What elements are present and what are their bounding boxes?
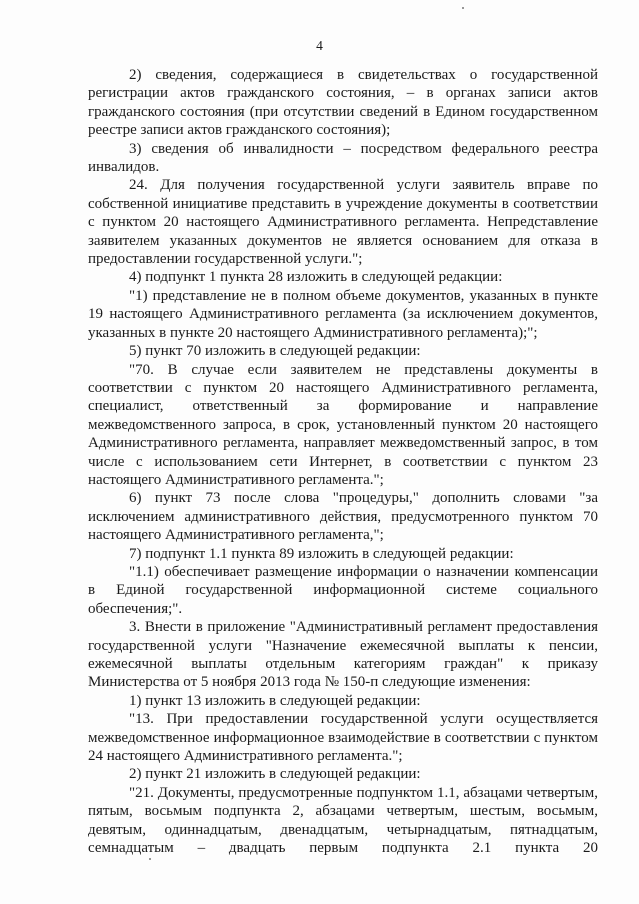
paragraph: 6) пункт 73 после слова "процедуры," дополнить словами "за исключением административного действия, предусмотренного пунктом 70 настоящего Административного регламента,"; [88,490,598,544]
paragraph: "1.1) обеспечивает размещение информации о назначении компенсации в Единой государственной информационной системе социального обеспечения;". [88,563,598,617]
paragraph: "70. В случае если заявителем не представлены документы в соответствии с пунктом 20 настоящего Административного регламента, специалист, ответственный за формирование и направление межведомственного запроса, в срок, установленный пунктом 20 настоящего Административного регламента, направляет межведомственный запрос, в том числе с использованием сети Интернет, в соответствии с пунктом 23 настоящего Административного регламента."; [88,361,598,488]
paragraph: 3) сведения об инвалидности – посредством федерального реестра инвалидов. [88,140,598,176]
document-body [88,66,598,857]
paragraph: "13. При предоставлении государственной услуги осуществляется межведомственное информационное взаимодействие в соответствии с пунктом 24 настоящего Административного регламента."; [88,711,598,765]
paragraph: 4) подпункт 1 пункта 28 изложить в следующей редакции: [129,269,503,286]
paragraph: 2) пункт 21 изложить в следующей редакции: [129,766,421,783]
paragraph: "21. Документы, предусмотренные подпунктом 1.1, абзацами четвертым, пятым, восьмым подпункта 2, абзацами четвертым, шестым, восьмым, девятым, одиннадцатым, двенадцатым, четырнадцатым, пятнадцатым, семнадцатым – двадцать первым подпункта 2.1 пункта 20 [88,784,598,857]
paragraph: 3. Внести в приложение "Административный регламент предоставления государственной услуги "Назначение ежемесячной выплаты к пенсии, ежемесячной выплаты отдельным категориям граждан" к приказу Министерства от 5 ноября 2013 года № 150-п следующие изменения: [88,619,598,691]
paragraph: "1) представление не в полном объеме документов, указанных в пункте 19 настоящего Административного регламента (за исключением документов, указанных в пункте 20 настоящего Административного регламента);"; [88,287,598,341]
paragraph: 5) пункт 70 изложить в следующей редакции: [129,343,421,360]
paragraph: 7) подпункт 1.1 пункта 89 изложить в следующей редакции: [129,545,514,562]
scan-speck [149,858,151,860]
paragraph: 2) сведения, содержащиеся в свидетельствах о государственной регистрации актов гражданского состояния, – в органах записи актов гражданского состояния (при отсутствии сведений в Едином государственном реестре записи актов гражданского состояния); [88,67,598,139]
page-number: 4 [316,38,323,53]
paragraph: 1) пункт 13 изложить в следующей редакции: [129,692,421,709]
scan-speck [462,7,464,9]
paragraph: 24. Для получения государственной услуги заявитель вправе по собственной инициативе представить в учреждение документы в соответствии с пунктом 20 настоящего Административного регламента. Непредставление заявителем указанных документов не является основанием для отказа в предоставлении государственной услуги."; [88,177,598,268]
